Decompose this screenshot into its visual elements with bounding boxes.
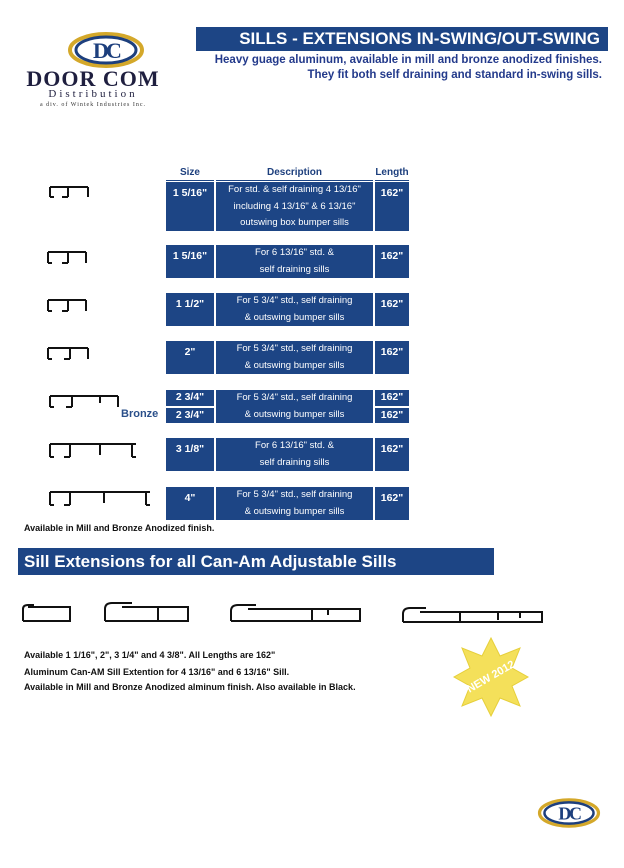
table-cell-size: 3 1/8" (166, 438, 214, 471)
description-line: For std. & self draining 4 13/16" (228, 184, 361, 195)
page-title: SILLS - EXTENSIONS IN-SWING/OUT-SWING (239, 29, 600, 48)
description-line: & outswing bumper sills (244, 505, 345, 517)
table-cell-size: 1 5/16" (166, 182, 214, 231)
svg-text:C: C (569, 803, 582, 824)
description-line: & outswing bumper sills (244, 311, 345, 323)
section-title: Sill Extensions for all Can-Am Adjustable Sills (24, 552, 397, 571)
description-line: For 5 3/4" std., self draining (236, 489, 353, 500)
sill-profile-icon (46, 297, 90, 315)
description-line: For 6 13/16" std. & (255, 247, 334, 258)
table-cell-length: 162" (375, 182, 409, 231)
page-title-bar (196, 27, 608, 51)
sill-profile-icon (48, 184, 92, 200)
extension-note: Aluminum Can-AM Sill Extention for 4 13/16" and 6 13/16" Sill. (24, 667, 290, 677)
sill-profile-icon (48, 393, 120, 411)
table-cell-description (216, 293, 373, 326)
table-cell-size: 2" (166, 341, 214, 374)
subtitle-line: Heavy guage aluminum, available in mill and bronze anodized finishes. (214, 54, 602, 66)
table-cell-length-bronze: 162" (375, 408, 409, 423)
table-cell-description (216, 487, 373, 520)
description-line: outswing box bumper sills (240, 217, 349, 228)
table-cell-description (216, 438, 373, 471)
company-logo (18, 22, 168, 110)
description-header: Description (216, 166, 373, 181)
extension-note: Available 1 1/16", 2", 3 1/4" and 4 3/8". All Lengths are 162" (24, 650, 276, 660)
doorcom-logo-icon (536, 795, 602, 831)
svg-text:D: D (93, 38, 109, 63)
extension-profile-icon (228, 601, 364, 627)
table-cell-length: 162" (375, 390, 409, 406)
table-cell-length: 162" (375, 438, 409, 471)
extension-profile-icon (102, 599, 192, 627)
extension-profile-icon (20, 601, 76, 627)
section-title-bar (18, 548, 494, 575)
description-line: & outswing bumper sills (244, 408, 345, 420)
description-line: For 5 3/4" std., self draining (236, 392, 353, 403)
page-subtitle (180, 53, 602, 83)
extension-profile-icon (400, 604, 546, 628)
description-line: including 4 13/16" & 6 13/16" (233, 200, 356, 212)
star-badge-icon (452, 636, 530, 718)
bronze-label: Bronze (121, 408, 159, 420)
description-line: self draining sills (259, 263, 330, 275)
table-cell-length: 162" (375, 293, 409, 326)
description-line: self draining sills (259, 456, 330, 468)
description-line: For 5 3/4" std., self draining (236, 295, 353, 306)
sill-profile-icon (46, 249, 90, 267)
description-line: For 5 3/4" std., self draining (236, 343, 353, 354)
table-cell-description (216, 390, 373, 423)
extension-note: Available in Mill and Bronze Anodized alminum finish. Also available in Black. (24, 682, 356, 692)
table-cell-length: 162" (375, 487, 409, 520)
sill-profile-icon (48, 489, 154, 511)
table-cell-size: 2 3/4" (166, 390, 214, 406)
brand-tagline: a div. of Wintek Industries Inc. (39, 102, 147, 108)
table-cell-size-bronze: 2 3/4" (166, 408, 214, 423)
sill-profile-icon (48, 441, 140, 463)
subtitle-line: They fit both self draining and standard in-swing sills. (307, 69, 602, 81)
table-cell-length: 162" (375, 341, 409, 374)
description-line: For 6 13/16" std. & (255, 440, 334, 451)
svg-text:D: D (558, 803, 572, 824)
table-cell-description (216, 182, 373, 231)
table-cell-size: 1 5/16" (166, 245, 214, 278)
brand-name: DOOR COM (26, 66, 160, 91)
length-header: Length (375, 166, 409, 181)
table-cell-description (216, 245, 373, 278)
badge-text: NEW 2012 (464, 658, 518, 696)
sill-profile-icon (46, 345, 92, 363)
table-cell-size: 4" (166, 487, 214, 520)
size-header: Size (166, 166, 214, 181)
table-cell-size: 1 1/2" (166, 293, 214, 326)
svg-text:C: C (106, 38, 122, 63)
description-line: & outswing bumper sills (244, 359, 345, 371)
table-cell-description (216, 341, 373, 374)
finish-note: Available in Mill and Bronze Anodized finish. (24, 523, 215, 533)
brand-subtitle: Distribution (48, 88, 138, 100)
table-cell-length: 162" (375, 245, 409, 278)
